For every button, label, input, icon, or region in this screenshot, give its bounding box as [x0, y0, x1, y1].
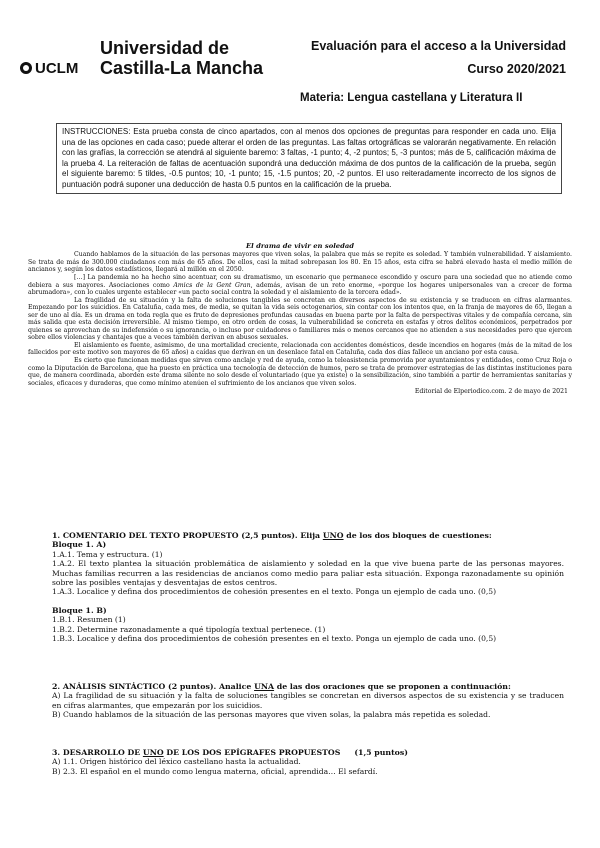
- question-3-heading: [52, 748, 564, 757]
- university-name: [100, 38, 263, 78]
- exam-header: [311, 38, 566, 84]
- question-1b2: 1.B.2. Determine razonadamente a qué tipología textual pertenece. (1): [52, 624, 326, 634]
- article-source: Editorial de Elperiodico.com. 2 de mayo de 2021: [414, 387, 568, 395]
- article-text: [28, 243, 572, 396]
- question-1-heading: [52, 531, 564, 540]
- question-3-option-a: A) 1.1. Origen histórico del léxico castellano hasta la actualidad.: [52, 757, 301, 767]
- university-name-line1: Universidad de: [100, 38, 230, 58]
- uclm-logo-text: UCLM: [35, 60, 79, 77]
- question-2-heading-part-b: de las dos oraciones que se proponen a continuación:: [274, 682, 511, 691]
- question-3-heading-part-b: DE LOS DOS EPÍGRAFES PROPUESTOS: [163, 748, 341, 757]
- article-paragraph-1: Cuando hablamos de la situación de las personas mayores que viven solas, la palabra que más se repite es soledad. Y también vulnerabilidad. Y aislamiento. Se trata de más de 300.000 ciudadanos con más de 65 años. De ellos, casi la mitad sobrepasan los 80. En 15 años, esta cifra se habrá elevado hasta el medio millón de ancianos y, según los datos estadísticos, llegará al millón en el 2050.: [28, 251, 572, 274]
- question-3-points: (1,5 puntos): [354, 748, 408, 757]
- article-title: El drama de vivir en soledad: [245, 242, 355, 250]
- question-1b1: 1.B.1. Resumen (1): [52, 615, 126, 625]
- instructions-box: INSTRUCCIONES: Esta prueba consta de cinco apartados, con al menos dos opciones de preguntas para responder en cada uno. Elija una de las opciones en cada caso; puede alterar el orden de las preguntas. Las faltas ortográficas se valorarán negativamente. En relación con las grafías, la corrección se atendrá al siguiente baremo: 3 faltas, -1 punto; 4, -2 puntos; 5, -3 puntos; más de 5, calificación máxima de la prueba 4. La reiteración de faltas de acentuación supondrá una deducción máxima de dos puntos de la calificación de la prueba, según el siguiente baremo: 5 tildes, -0.5 puntos; 10, -1 punto; 15, -1.5 puntos; 20, -2 puntos. El uso reiteradamente incorrecto de los signos de puntuación podrá suponer una deducción de hasta 0.5 puntos en la calificación de la prueba.: [56, 123, 562, 194]
- question-1-heading-underlined: UNO: [322, 531, 344, 540]
- question-1-heading-part-a: 1. COMENTARIO DEL TEXTO PROPUESTO (2,5 puntos). Elija: [52, 531, 323, 540]
- question-1a2: 1.A.2. El texto plantea la situación problemática de aislamiento y soledad en la que vive buena parte de las personas mayores. Muchas familias recurren a las residencias de ancianos como medio para paliar esta situación. Exponga razonadamente su opinión sobre las posibles ventajas y desventajas de estos centros.: [52, 559, 564, 588]
- question-1: [52, 531, 564, 643]
- question-2-heading: [52, 682, 564, 691]
- question-2-option-b: B) Cuando hablamos de la situación de las personas mayores que viven solas, la palabra más repetida es soledad.: [52, 710, 491, 720]
- question-3-heading-underlined: UNO: [142, 748, 164, 757]
- exam-course: Curso 2020/2021: [467, 62, 566, 76]
- block-1a-title: Bloque 1. A): [52, 540, 107, 550]
- question-2-option-a: A) La fragilidad de su situación y la falta de soluciones tangibles se concretan en diversos aspectos de su existencia y se traducen en cifras alarmantes, que empezarán por los suicidios.: [52, 691, 564, 710]
- exam-subject: Materia: Lengua castellana y Literatura II: [300, 92, 523, 104]
- article-paragraph-2: [28, 274, 572, 296]
- uclm-logo: [20, 61, 100, 77]
- article-paragraph-4: El aislamiento es fuente, asimismo, de una mortalidad creciente, relacionada con accidentes domésticos, desde incendios en hogares (más de la mitad de los fallecidos por este motivo son mayores de 65 años) a caídas que derivan en un desenlace fatal en Cataluña, cada dos días fallece un anciano por esta causa.: [28, 342, 572, 357]
- article-paragraph-2-part-a: […] La pandemia no ha hecho sino acentuar, con su dramatismo, un escenario que permanece escondido y oscuro para una sociedad que no atiende como debiera a sus mayores. Asociaciones como: [28, 274, 572, 289]
- question-3-heading-part-a: 3. DESARROLLO DE: [52, 748, 143, 757]
- question-1a1: 1.A.1. Tema y estructura. (1): [52, 549, 163, 559]
- question-2: [52, 682, 564, 720]
- exam-title: Evaluación para el acceso a la Universidad: [311, 39, 566, 53]
- question-3: [52, 748, 564, 776]
- university-name-line2: Castilla-La Mancha: [100, 58, 264, 78]
- question-2-heading-underlined: UNA: [254, 682, 275, 691]
- question-1-heading-part-b: de los dos bloques de cuestiones:: [343, 531, 492, 540]
- article-paragraph-5: Es cierto que funcionan medidas que sirven como anclaje y red de ayuda, como la teleasistencia promovida por ayuntamientos y entidades, como Cruz Roja o como la Diputación de Barcelona, que ha puesto en práctica una tecnología de detección de humos, pero se trata de promover estrategias de las distintas instituciones para que, de manera coordinada, aborden este drama silente no solo desde el voluntariado (que ya existe) o la sensibilización, sino también a partir de herramientas sanitarias y sociales, eficaces y duraderas, que como mínimo atenúen el sufrimiento de los ancianos que viven solos.: [28, 357, 572, 387]
- article-paragraph-2-part-b: , además, avisan de un reto enorme, «porque los hogares unipersonales van a crecer de forma abrumadora», con lo cuales urgente establecer «un pacto social contra la soledad y el aislamiento de la tercera edad».: [28, 281, 572, 297]
- question-1a3: 1.A.3. Localice y defina dos procedimientos de cohesión presentes en el texto. Ponga un ejemplo de cada uno. (0,5): [52, 587, 497, 597]
- question-1b3: 1.B.3. Localice y defina dos procedimientos de cohesión presentes en el texto. Ponga un ejemplo de cada uno. (0,5): [52, 634, 497, 644]
- article-paragraph-2-italic: Amics de la Gent Gran: [173, 281, 251, 289]
- question-2-heading-part-a: 2. ANÁLISIS SINTÁCTICO (2 puntos). Analice: [52, 682, 255, 691]
- article-paragraph-3: La fragilidad de su situación y la falta de soluciones tangibles se concretan en diversos aspectos de su existencia y se traducen en cifras alarmantes. Empezando por los suicidios. En Cataluña, cada mes, de media, se quitan la vida seis octogenarios, sin contar con los intentos que, en la franja de mayores de 65, llegan a ser de uno al día. Es un drama en toda regla que es fruto de depresiones profundas causadas en buena parte por la falta de perspectivas vitales y de compañía cercana, sin más salida que esta decisión irreversible. Al mismo tiempo, en otro orden de cosas, la vulnerabilidad se concreta en estafas y otros delitos económicos, perpetrados por quienes se aprovechan de su indefensión o su ignorancia, o incluso por cuidadores o familiares más o menos cercanos que no atienden a sus necesidades pero que ejercen sobre ellos violencias y chantajes que a veces también derivan en abusos sexuales.: [28, 297, 572, 342]
- uclm-logo-icon: [20, 62, 32, 74]
- block-1b-title: Bloque 1. B): [52, 605, 107, 615]
- question-3-option-b: B) 2.3. El español en el mundo como lengua materna, oficial, aprendida… El sefardí.: [52, 766, 378, 776]
